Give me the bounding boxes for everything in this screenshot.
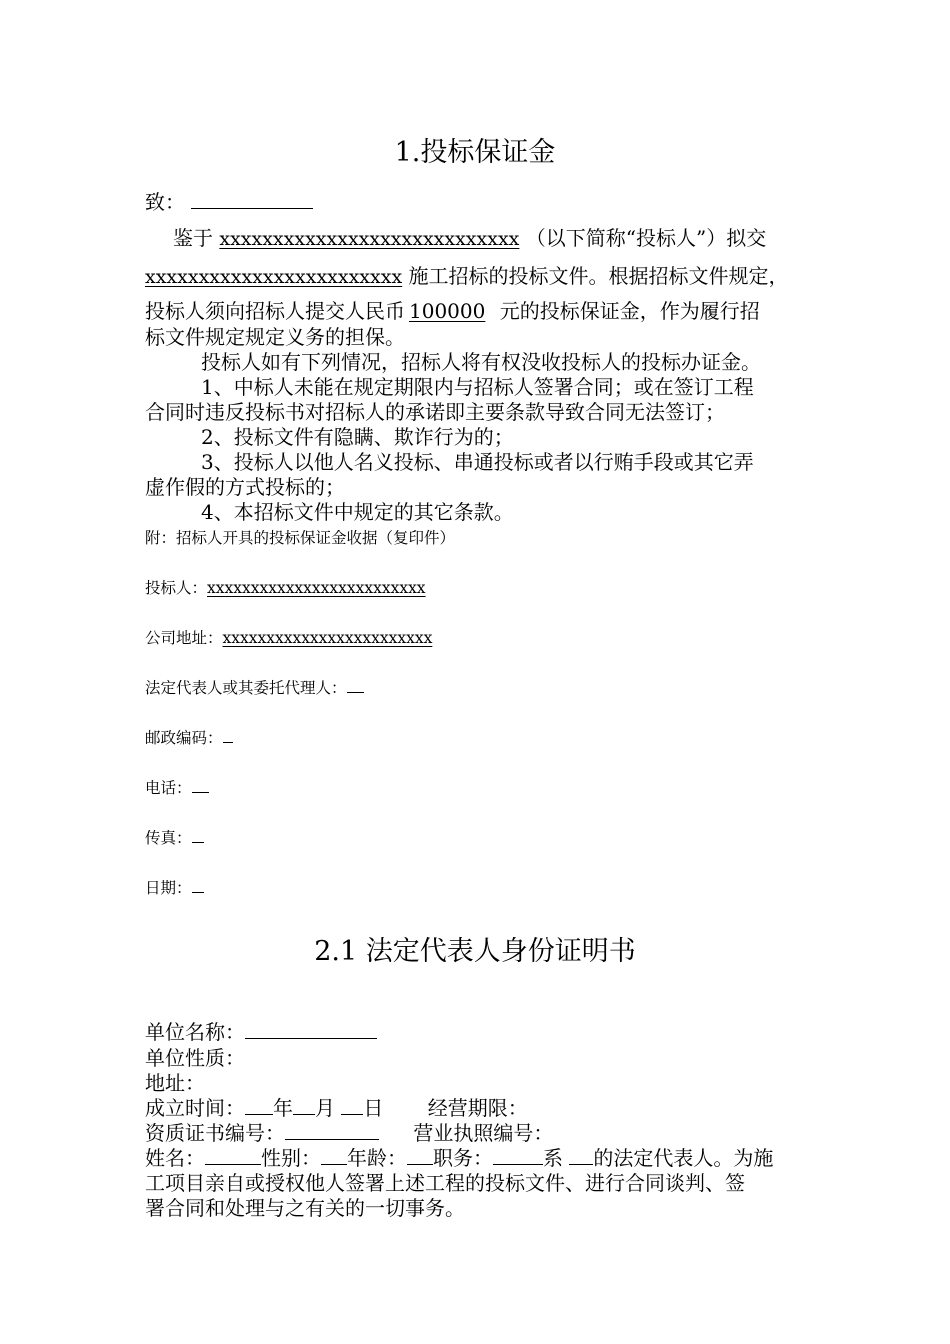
para1-line3-suffix: 元的投标保证金，作为履行招	[499, 299, 760, 323]
fax-blank[interactable]	[192, 828, 204, 843]
license-label: 营业执照编号：	[413, 1121, 554, 1145]
unit-name-field	[145, 1020, 377, 1045]
date-blank[interactable]	[192, 878, 204, 893]
amount-fill: 100000	[409, 299, 486, 323]
address-field	[145, 626, 432, 648]
age-label: 年龄：	[347, 1146, 407, 1170]
established-line	[145, 1096, 528, 1121]
para1-line3	[145, 299, 760, 324]
sec2-line3: 署合同和处理与之有关的一切事务。	[145, 1196, 465, 1220]
item1-line1: 1、中标人未能在规定期限内与招标人签署合同；或在签订工程	[201, 375, 754, 399]
company-blank[interactable]	[569, 1146, 593, 1165]
day-blank[interactable]	[341, 1096, 363, 1115]
month-blank[interactable]	[293, 1096, 315, 1115]
date-label: 日期：	[145, 879, 192, 897]
bidder-value: xxxxxxxxxxxxxxxxxxxxxxxxx	[207, 579, 426, 597]
gender-label: 性别：	[261, 1146, 321, 1170]
unit-type-field: 单位性质：	[145, 1046, 245, 1070]
cert-blank[interactable]	[285, 1121, 379, 1140]
para1-line2	[145, 264, 789, 290]
item3-line1: 3、投标人以他人名义投标、串通投标或者以行贿手段或其它弄	[201, 450, 754, 474]
section1-title: 1.投标保证金	[394, 137, 556, 168]
para2: 投标人如有下列情况，招标人将有权没收投标人的投标办证金。	[201, 350, 761, 374]
para1-suffix: 施工招标的投标文件。根据招标文件规定，	[408, 264, 789, 288]
cert-label: 资质证书编号：	[145, 1121, 285, 1145]
day-label: 日	[363, 1096, 384, 1120]
address-label: 公司地址：	[145, 629, 223, 647]
phone-field	[145, 776, 209, 798]
year-label: 年	[273, 1096, 293, 1120]
bidder-name-fill: xxxxxxxxxxxxxxxxxxxxxxxxxxxx	[219, 228, 520, 250]
bidder-field	[145, 576, 426, 598]
name-line	[145, 1146, 773, 1171]
bidder-label: 投标人：	[145, 579, 208, 597]
item4-line1: 4、本招标文件中规定的其它条款。	[201, 500, 514, 524]
phone-blank[interactable]	[192, 778, 209, 793]
sec2-line2: 工项目亲自或授权他人签署上述工程的投标文件、进行合同谈判、签	[145, 1171, 745, 1195]
address-value: xxxxxxxxxxxxxxxxxxxxxxxx	[222, 629, 433, 647]
position-label: 职务：	[433, 1146, 493, 1170]
period-label: 经营期限：	[427, 1096, 528, 1120]
position-blank[interactable]	[493, 1146, 543, 1165]
postcode-label: 邮政编码：	[145, 729, 223, 747]
item2-line1: 2、投标文件有隐瞒、欺诈行为的；	[201, 425, 514, 449]
address2-field: 地址：	[145, 1071, 205, 1095]
to-label: 致：	[145, 190, 185, 214]
unit-name-label: 单位名称：	[145, 1020, 245, 1044]
established-label: 成立时间：	[145, 1096, 245, 1120]
fax-label: 传真：	[145, 829, 192, 847]
to-blank[interactable]	[191, 190, 313, 209]
para1-line1	[173, 226, 766, 252]
month-label: 月	[315, 1096, 335, 1120]
rep-field	[145, 676, 364, 698]
of-label: 系	[543, 1146, 563, 1170]
para1-line3-prefix: 投标人须向招标人提交人民币	[145, 299, 405, 323]
rep-suffix: 的法定代表人。为施	[593, 1146, 774, 1170]
date-field	[145, 876, 204, 898]
postcode-field	[145, 726, 233, 748]
para1-mid: （以下简称“投标人”）拟交	[525, 226, 767, 250]
item3-line2: 虚作假的方式投标的；	[145, 475, 345, 499]
rep-label: 法定代表人或其委托代理人：	[145, 679, 347, 697]
project-name-fill: xxxxxxxxxxxxxxxxxxxxxxxx	[145, 266, 403, 288]
attachment-note: 附：招标人开具的投标保证金收据（复印件）	[145, 529, 456, 547]
cert-line	[145, 1121, 553, 1146]
gender-blank[interactable]	[321, 1146, 347, 1165]
unit-name-blank[interactable]	[245, 1020, 377, 1039]
rep-blank[interactable]	[347, 678, 364, 693]
name-label: 姓名：	[145, 1146, 205, 1170]
item1-line2: 合同时违反投标书对招标人的承诺即主要条款导致合同无法签订；	[145, 400, 725, 424]
para1-line4: 标文件规定规定义务的担保。	[145, 325, 405, 349]
name-blank[interactable]	[205, 1146, 261, 1165]
fax-field	[145, 826, 204, 848]
to-line	[145, 190, 313, 215]
phone-label: 电话：	[145, 779, 192, 797]
section2-title: 2.1 法定代表人身份证明书	[314, 936, 636, 967]
year-blank[interactable]	[245, 1096, 273, 1115]
age-blank[interactable]	[407, 1146, 433, 1165]
postcode-blank[interactable]	[223, 728, 233, 743]
para1-prefix: 鉴于	[173, 226, 213, 250]
